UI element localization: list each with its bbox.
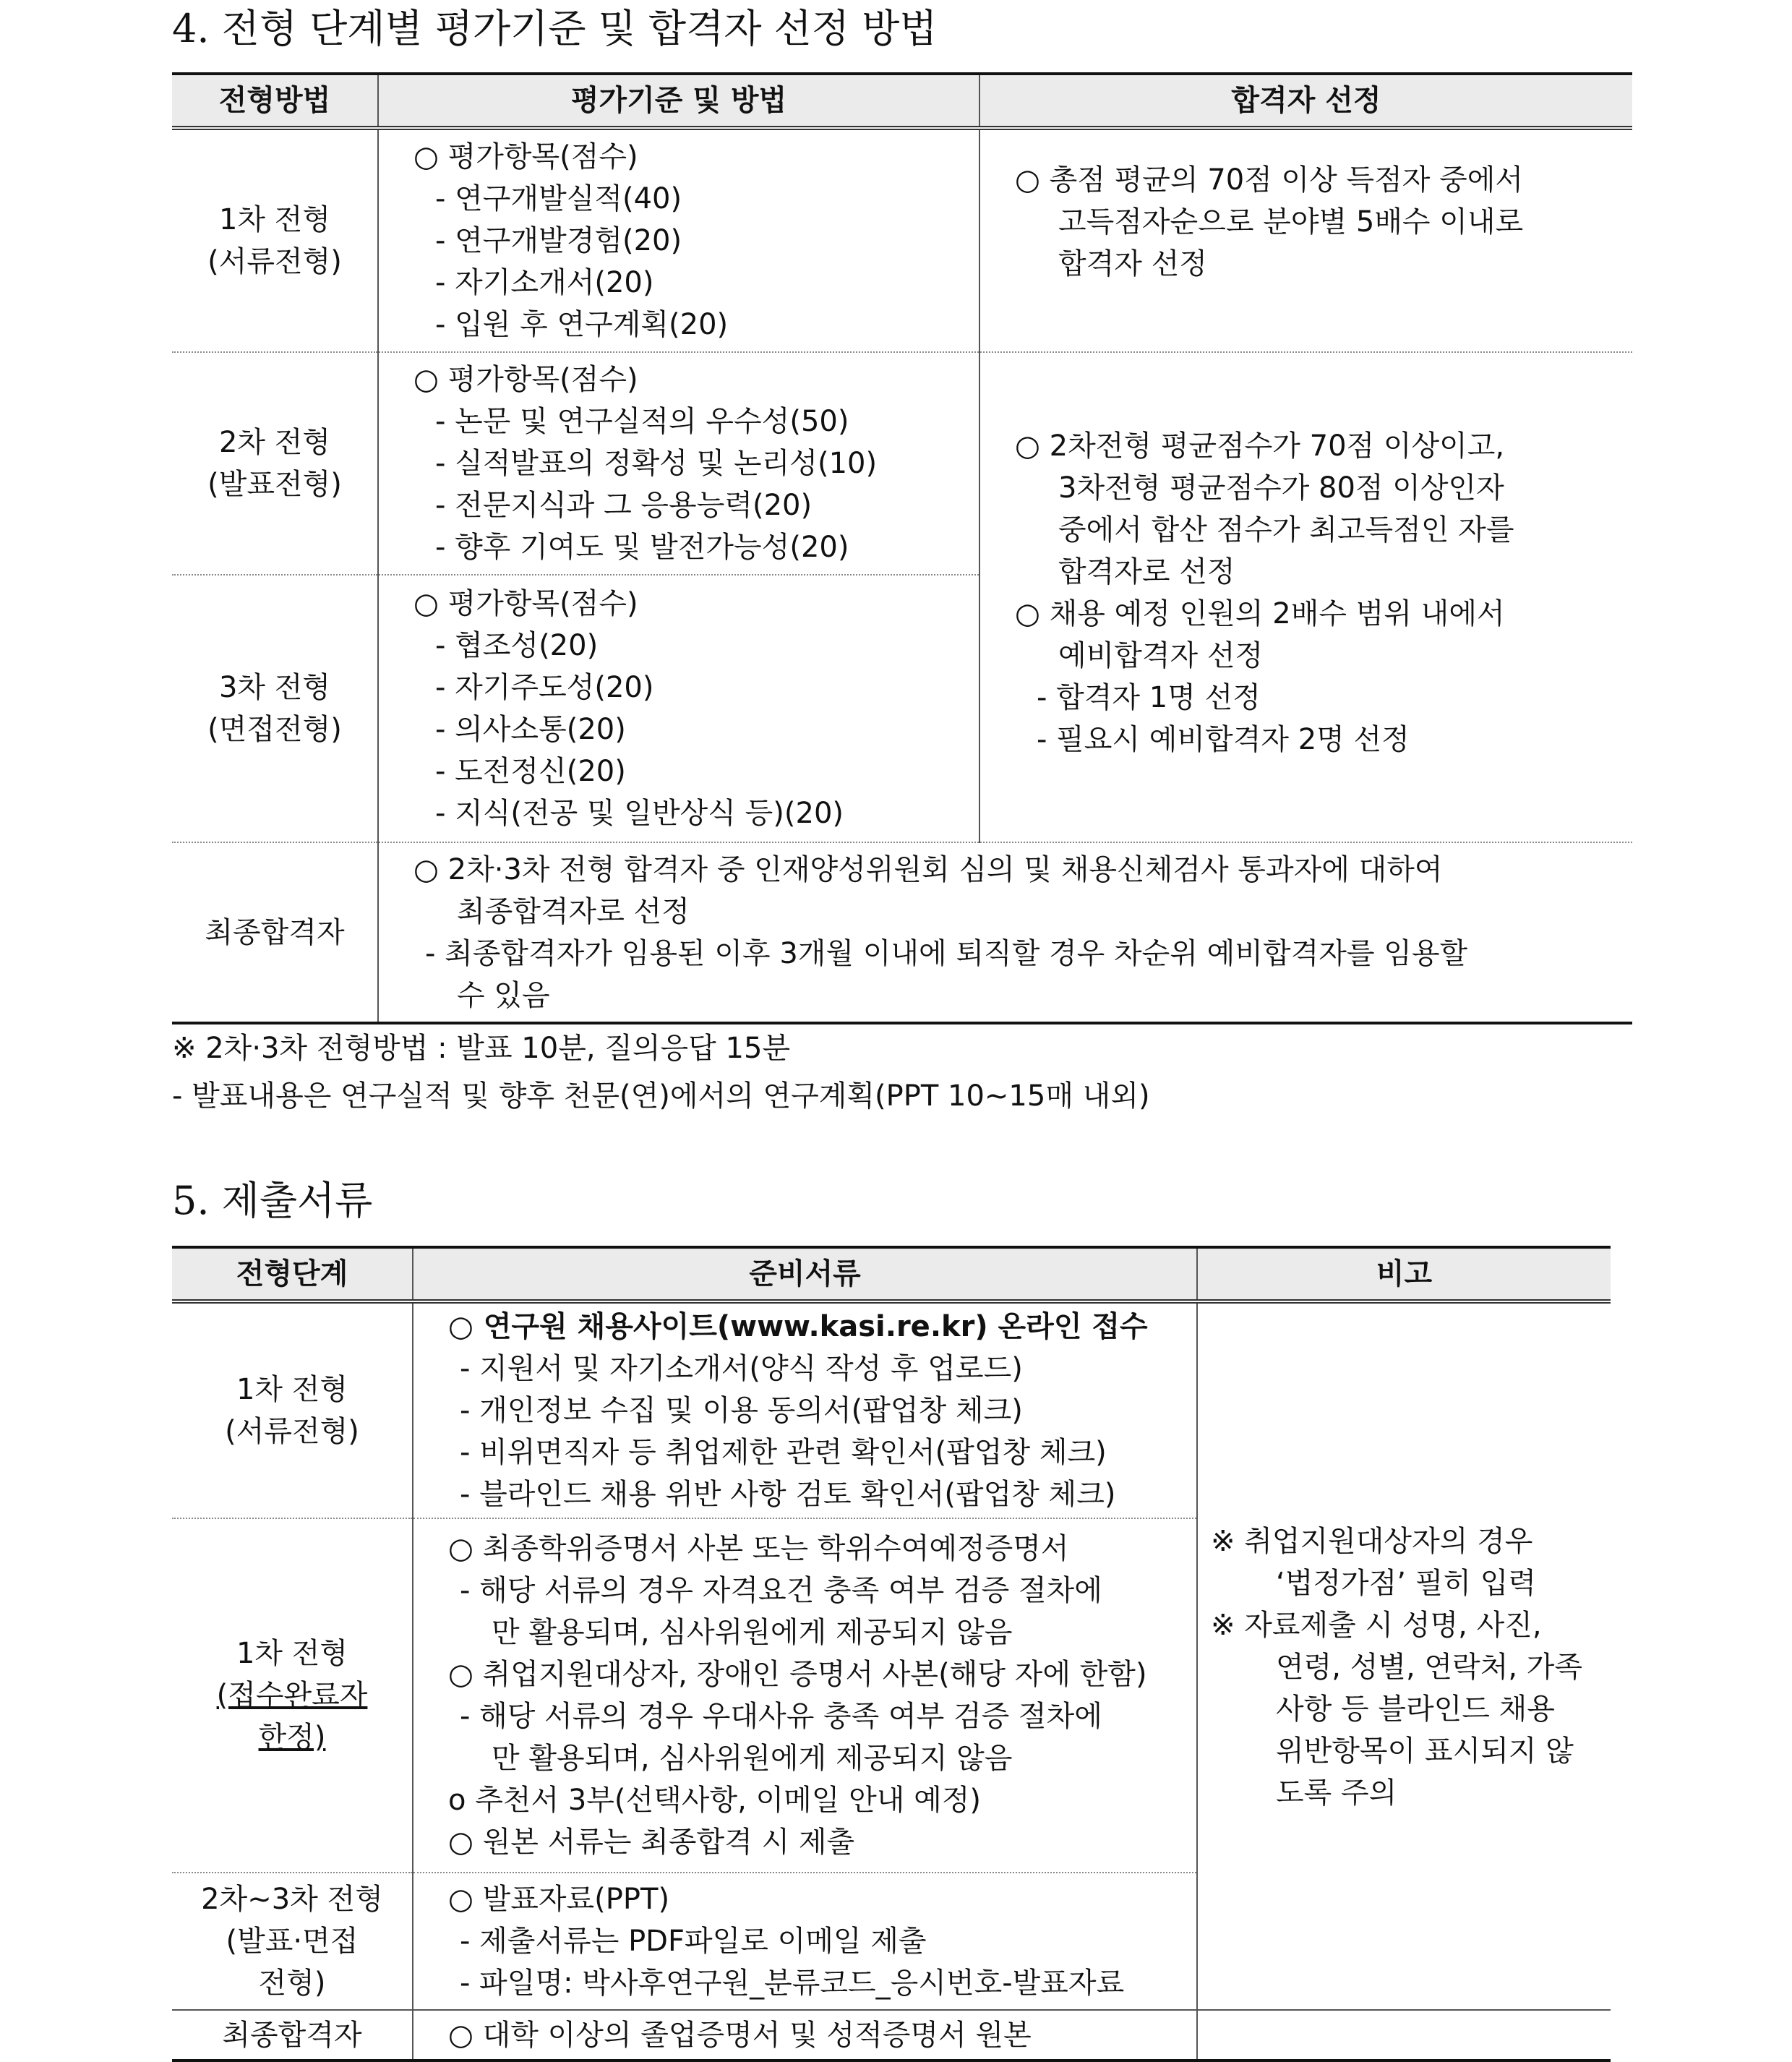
note-line: ※ 2차·3차 전형방법 : 발표 10분, 질의응답 15분: [172, 1032, 791, 1065]
section4-title: 4. 전형 단계별 평가기준 및 합격자 선정 방법: [172, 6, 938, 51]
selection-line: 합격자 선정: [1058, 247, 1207, 281]
selection-line: 고득점자순으로 분야별 5배수 이내로: [1058, 205, 1524, 239]
stage-type: (발표전형): [207, 468, 342, 501]
docs-line: ○ 대학 이상의 졸업증명서 및 성적증명서 원본: [448, 2018, 1032, 2052]
stage-name: 1차 전형: [236, 1637, 348, 1670]
docs-line: ○ 취업지원대상자, 장애인 증명서 사본(해당 자에 한함): [448, 1658, 1147, 1691]
header-selection: 합격자 선정: [979, 74, 1632, 128]
criteria-cell: [378, 352, 979, 575]
selection-line: ○ 채용 예정 인원의 2배수 범위 내에서: [1015, 597, 1505, 630]
docs-cell: [413, 1518, 1197, 1873]
criteria-line: ○ 평가항목(점수): [413, 140, 638, 174]
selection-line: ○ 2차전형 평균점수가 70점 이상이고,: [1015, 429, 1505, 463]
final-line: ○ 2차·3차 전형 합격자 중 인재양성위원회 심의 및 채용신체검사 통과자에 대하여: [413, 852, 1443, 886]
stage-type: (접수완료자: [216, 1679, 368, 1712]
stage-name: 1차 전형: [218, 203, 331, 236]
criteria-line: ○ 평가항목(점수): [413, 363, 638, 396]
stage-cell: [172, 352, 378, 575]
docs-line: - 블라인드 채용 위반 사항 검토 확인서(팝업창 체크): [460, 1478, 1116, 1511]
criteria-line: - 자기주도성(20): [435, 671, 654, 704]
docs-line: - 비위면직자 등 취업제한 관련 확인서(팝업창 체크): [460, 1436, 1107, 1469]
docs-line: - 해당 서류의 경우 우대사유 충족 여부 검증 절차에: [460, 1700, 1102, 1733]
table-row-stage2: [172, 352, 1632, 575]
table-row-stage1: [172, 128, 1632, 352]
remarks-line: ‘법정가점’ 필히 입력: [1276, 1567, 1536, 1600]
stage-type: (서류전형): [225, 1415, 359, 1448]
criteria-cell: [378, 128, 979, 352]
stage-cell: [172, 128, 378, 352]
stage-name: 3차 전형: [218, 671, 331, 704]
criteria-line: - 연구개발실적(40): [435, 182, 682, 215]
remarks-line: ※ 자료제출 시 성명, 사진,: [1211, 1609, 1542, 1642]
stage-cell: [172, 1873, 413, 2010]
criteria-line: - 도전정신(20): [435, 755, 626, 788]
note-line: - 발표내용은 연구실적 및 향후 천문(연)에서의 연구계획(PPT 10~15매 내외): [172, 1079, 1150, 1113]
stage-cell: [172, 1301, 413, 1518]
docs-line: - 지원서 및 자기소개서(양식 작성 후 업로드): [460, 1352, 1023, 1385]
stage-type: (서류전형): [207, 245, 342, 278]
stage-cell: [172, 1518, 413, 1873]
header-remarks: 비고: [1197, 1247, 1611, 1301]
docs-line: - 파일명: 박사후연구원_분류코드_응시번호-발표자료: [460, 1967, 1125, 2000]
header-documents: 준비서류: [413, 1247, 1197, 1301]
document: [172, 0, 1632, 2062]
docs-line: 만 활용되며, 심사위원에게 제공되지 않음: [492, 1616, 1013, 1649]
criteria-cell: [378, 575, 979, 842]
documents-table: [172, 1246, 1611, 2062]
docs-line: ○ 연구원 채용사이트(www.kasi.re.kr) 온라인 접수: [448, 1310, 1148, 1343]
criteria-line: - 실적발표의 정확성 및 논리성(10): [435, 447, 878, 480]
criteria-line: - 연구개발경험(20): [435, 224, 682, 257]
docs-line: o 추천서 3부(선택사항, 이메일 안내 예정): [448, 1784, 982, 1817]
criteria-line: ○ 평가항목(점수): [413, 587, 638, 620]
final-cell: [378, 842, 1632, 1023]
criteria-line: - 자기소개서(20): [435, 266, 654, 299]
selection-line: 예비합격자 선정: [1058, 639, 1264, 672]
final-line: - 최종합격자가 임용된 이후 3개월 이내에 퇴직할 경우 차순위 예비합격자를 임용할: [425, 936, 1468, 970]
stage-name: 2차 전형: [218, 426, 331, 459]
table-header-row: [172, 1247, 1611, 1301]
stage-type: (발표·면접: [226, 1925, 359, 1958]
remarks-line: 도록 주의: [1276, 1776, 1397, 1810]
selection-line: 3차전형 평균점수가 80점 이상인자: [1058, 471, 1504, 505]
evaluation-table: [172, 72, 1632, 1024]
header-method: 전형방법: [172, 74, 378, 128]
docs-line: ○ 원본 서류는 최종합격 시 제출: [448, 1826, 855, 1859]
docs-line: ○ 발표자료(PPT): [448, 1883, 670, 1916]
stage-cell: 최종합격자: [172, 842, 378, 1023]
criteria-line: - 지식(전공 및 일반상식 등)(20): [435, 797, 844, 830]
criteria-line: - 전문지식과 그 응용능력(20): [435, 489, 813, 522]
selection-line: 합격자로 선정: [1058, 555, 1235, 589]
stage-name: 2차~3차 전형: [201, 1883, 383, 1916]
shared-selection-cell: [979, 352, 1632, 842]
stage-cell: 최종합격자: [172, 2010, 413, 2061]
docs-cell: [413, 1873, 1197, 2010]
selection-line: 중에서 합산 점수가 최고득점인 자를: [1058, 513, 1514, 547]
selection-cell: [979, 128, 1632, 352]
final-line: 수 있음: [457, 978, 550, 1012]
header-criteria: 평가기준 및 방법: [378, 74, 979, 128]
table-header-row: [172, 74, 1632, 128]
remarks-line: 연령, 성별, 연락처, 가족: [1276, 1651, 1583, 1684]
docs-line: - 개인정보 수집 및 이용 동의서(팝업창 체크): [460, 1394, 1023, 1427]
header-stage: 전형단계: [172, 1247, 413, 1301]
docs-line: ○ 최종학위증명서 사본 또는 학위수여예정증명서: [448, 1532, 1069, 1565]
selection-line: - 필요시 예비합격자 2명 선정: [1037, 723, 1410, 756]
criteria-line: - 향후 기여도 및 발전가능성(20): [435, 531, 849, 564]
criteria-line: - 입원 후 연구계획(20): [435, 308, 729, 341]
stage-cell: [172, 575, 378, 842]
docs-line: 만 활용되며, 심사위원에게 제공되지 않음: [492, 1742, 1013, 1775]
final-line: 최종합격자로 선정: [457, 894, 690, 928]
criteria-line: - 논문 및 연구실적의 우수성(50): [435, 405, 849, 438]
remarks-line: 위반항목이 표시되지 않: [1276, 1734, 1574, 1768]
table-row-final: [172, 842, 1632, 1023]
remarks-line: 사항 등 블라인드 채용: [1276, 1693, 1555, 1726]
criteria-line: - 협조성(20): [435, 629, 599, 662]
remarks-cell: [1197, 1301, 1611, 2010]
docs-cell: [413, 1301, 1197, 1518]
stage-type: (면접전형): [207, 713, 342, 746]
docs-line: - 해당 서류의 경우 자격요건 충족 여부 검증 절차에: [460, 1574, 1102, 1607]
remarks-line: ※ 취업지원대상자의 경우: [1211, 1525, 1533, 1558]
docs-line: - 제출서류는 PDF파일로 이메일 제출: [460, 1925, 927, 1958]
selection-line: - 합격자 1명 선정: [1037, 681, 1261, 714]
section5-title: 5. 제출서류: [172, 1178, 373, 1223]
table-row-docs1: [172, 1301, 1611, 1518]
stage-name: 1차 전형: [236, 1373, 348, 1406]
criteria-line: - 의사소통(20): [435, 713, 626, 746]
selection-line: ○ 총점 평균의 70점 이상 득점자 중에서: [1015, 163, 1524, 197]
stage-type: 한정): [258, 1721, 326, 1754]
stage-type: 전형): [258, 1967, 326, 2000]
